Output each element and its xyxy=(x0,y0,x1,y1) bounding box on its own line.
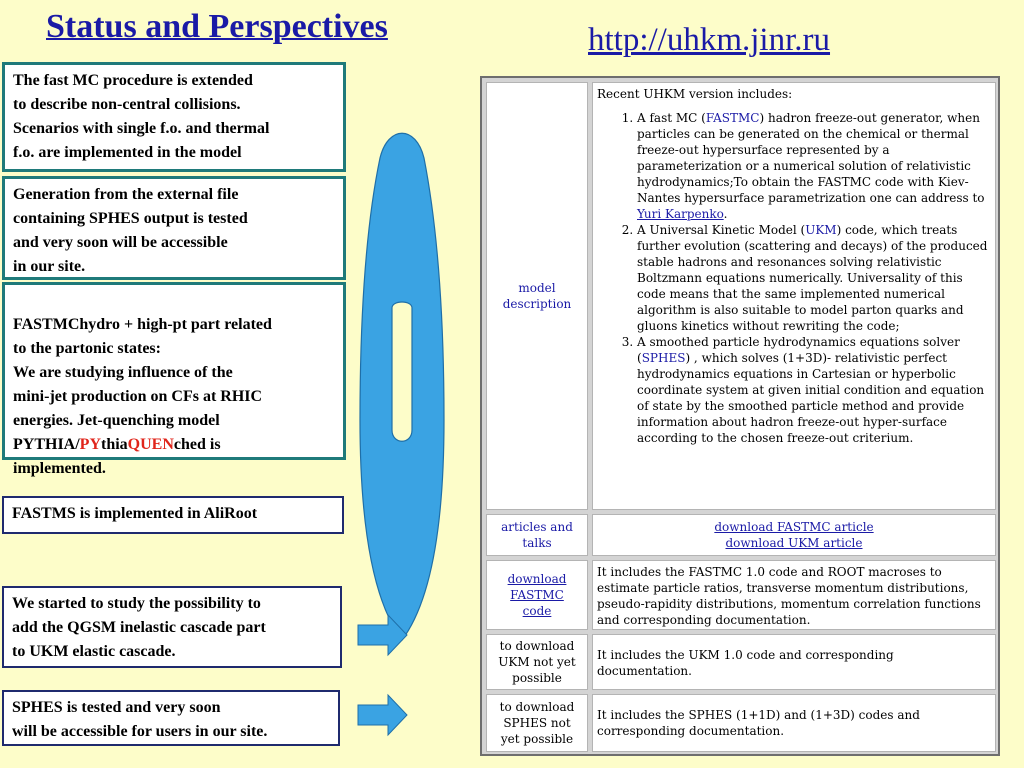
fastmc-term: FASTMC xyxy=(705,111,760,125)
articles-label: articles and talks xyxy=(486,514,588,556)
ukm-term: UKM xyxy=(805,223,837,237)
quen-highlight: QUEN xyxy=(127,436,174,453)
thia-text: thia xyxy=(101,436,128,453)
ched-text: ched is xyxy=(173,436,221,453)
ukm-code-desc: It includes the UKM 1.0 code and corresponding documentation. xyxy=(592,634,996,690)
page-title: Status and Perspectives xyxy=(46,8,388,45)
list-item xyxy=(637,222,991,334)
feature-list xyxy=(597,110,991,446)
status-box-sphes: SPHES is tested and very soon will be accessible for users in our site. xyxy=(2,690,340,746)
arrows-layer xyxy=(0,0,480,768)
implemented-text: implemented. xyxy=(13,460,106,477)
double-arrow-icon xyxy=(360,133,444,640)
model-description-cell xyxy=(592,82,996,510)
status-box-fastms: FASTMS is implemented in AliRoot xyxy=(2,496,344,534)
intro-text: Recent UHKM version includes: xyxy=(597,87,793,101)
list-item xyxy=(637,110,991,222)
right-arrow-icon xyxy=(358,695,407,735)
site-url-link[interactable]: http://uhkm.jinr.ru xyxy=(588,22,831,58)
list-item xyxy=(637,334,991,446)
item-text: ) , which solves (1+3D)- relativistic perfect hydrodynamics equations in Cartesian or hyperbolic coordinate system at given initial condition and equation of state by the smoothed particle method and provide information about hadron freeze-out hyper-surface according to the chosen freeze-out criterium. xyxy=(637,351,985,445)
ukm-download-label: to download UKM not yet possible xyxy=(486,634,588,690)
fastmchydro-text: FASTMChydro + high-pt part related to the partonic states: We are studying influence of the mini-jet production on CFs at RHIC energies. Jet-quenching model xyxy=(13,316,272,429)
karpenko-link[interactable]: Yuri Karpenko xyxy=(637,207,724,221)
download-ukm-article-link[interactable]: download UKM article xyxy=(725,536,863,550)
website-screenshot xyxy=(480,76,1000,756)
download-fastmc-article-link[interactable]: download FASTMC article xyxy=(714,520,874,534)
py-highlight: PY xyxy=(79,436,101,453)
sphes-download-label: to download SPHES not yet possible xyxy=(486,694,588,752)
status-box-qgsm: We started to study the possibility to add the QGSM inelastic cascade part to UKM elastic cascade. xyxy=(2,586,342,668)
item-text: ) code, which treats further evolution (scattering and decays) of the produced stable hadrons and resonances solving relativistic Boltzmann equations numerically. Universality of this code means that the same implemented numerical algorithm is also suitable to model parton quarks and gluons kinetics without rewriting the code; xyxy=(637,223,988,333)
status-box-noncentral: The fast MC procedure is extended to describe non-central collisions. Scenarios with single f.o. and thermal f.o. are implemented in the model xyxy=(2,62,346,172)
pythia-text: PYTHIA/ xyxy=(13,436,80,453)
item-text: . xyxy=(723,207,728,221)
model-description-label: model description xyxy=(486,82,588,510)
sphes-term: SPHES xyxy=(641,351,686,365)
item-text: A smoothed particle hydrodynamics equations solver ( xyxy=(637,335,960,365)
fastmc-code-desc: It includes the FASTMC 1.0 code and ROOT macroses to estimate particle ratios, transverse momentum distributions, pseudo-rapidity distributions, momentum correlation functions and corresponding documentation. xyxy=(592,560,996,630)
status-box-external-file: Generation from the external file containing SPHES output is tested and very soon will be accessible in our site. xyxy=(2,176,346,280)
item-text: A Universal Kinetic Model ( xyxy=(637,223,806,237)
item-text: ) hadron freeze-out generator, when particles can be generated on the chemical or thermal freeze-out hypersurface represented by a parameterization or a numerical solution of relativistic hydrodynamics;To obtain the FASTMC code with Kiev-Nantes hypersurface parametrization one can address to xyxy=(637,111,985,205)
item-text: A fast MC ( xyxy=(637,111,706,125)
sphes-code-desc: It includes the SPHES (1+1D) and (1+3D) codes and corresponding documentation. xyxy=(592,694,996,752)
articles-cell xyxy=(592,514,996,556)
download-fastmc-code-link[interactable]: download FASTMC code xyxy=(486,560,588,630)
